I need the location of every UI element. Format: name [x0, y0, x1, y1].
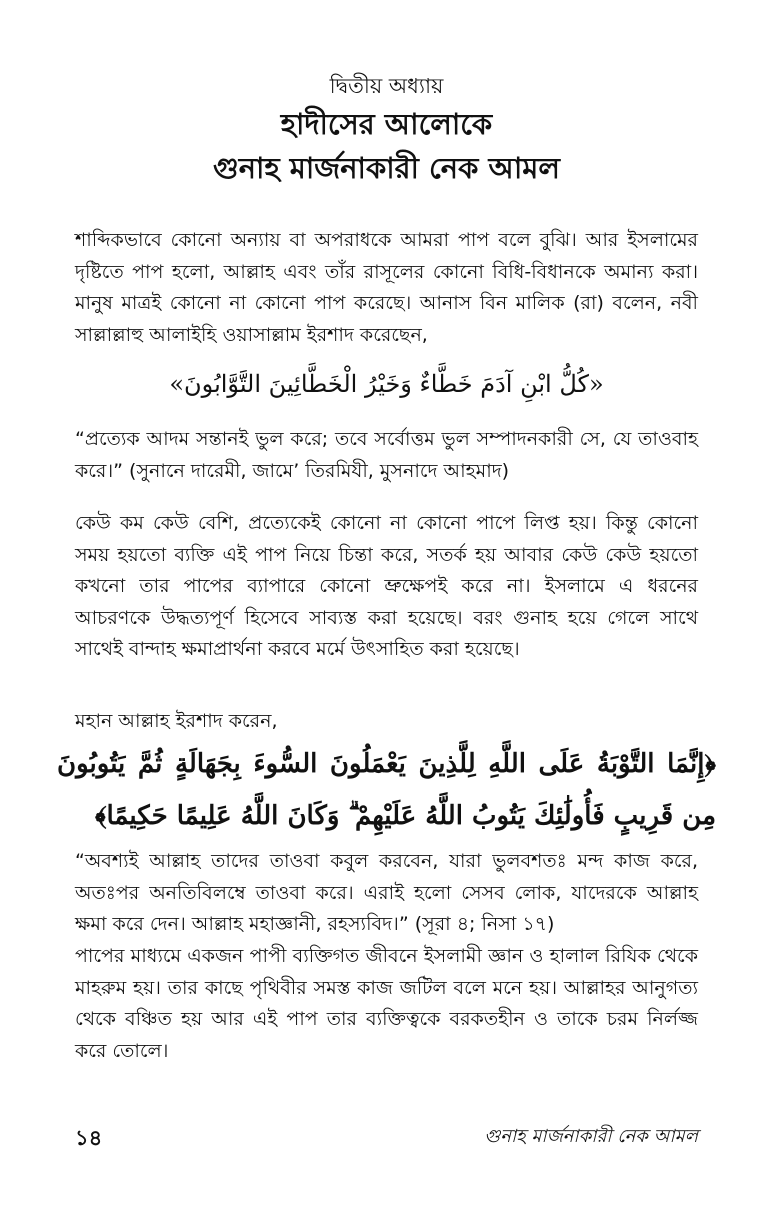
chapter-label: দ্বিতীয় অধ্যায়	[329, 74, 444, 98]
document-page	[57, 70, 716, 1062]
page-footer	[75, 1122, 698, 1152]
chapter-title-line-2: গুনাহ মার্জনাকারী নেক আমল	[213, 151, 560, 185]
arabic-quran-verse: ﴿إِنَّمَا التَّوْبَةُ عَلَى اللَّهِ لِلَّذِينَ يَعْمَلُونَ السُّوءَ بِجَهَالَةٍ ثُمَّ يَتُوبُونَ مِن قَرِيبٍ فَأُولَٰئِكَ يَتُوبُ اللَّهُ عَلَيْهِمْ ۗ وَكَانَ اللَّهُ عَلِيمًا حَكِيمًا﴾	[57, 749, 716, 831]
intro-paragraph: শাব্দিকভাবে কোনো অন্যায় বা অপরাধকে আমরা পাপ বলে বুঝি। আর ইসলামের দৃষ্টিতে পাপ হলো, আল্লাহ এবং তাঁর রাসূলের কোনো বিধি-বিধানকে অমান্য করা। মানুষ মাত্রই কোনো না কোনো পাপ করেছে। আনাস বিন মালিক (রা) বলেন, নবী সাল্লাল্লাহু আলাইহি ওয়াসাল্লাম ইরশাদ করেছেন,	[75, 229, 698, 346]
body-paragraph-2: কেউ কম কেউ বেশি, প্রত্যেকেই কোনো না কোনো পাপে লিপ্ত হয়। কিন্তু কোনো সময় হয়তো ব্যক্তি এই পাপ নিয়ে চিন্তা করে, সতর্ক হয় আবার কেউ কেউ হয়তো কখনো তার পাপের ব্যাপারে কোনো ভ্রুক্ষেপই করে না। ইসলামে এ ধরনের আচরণকে উদ্ধত্যপূর্ণ হিসেবে সাব্যস্ত করা হয়েছে। বরং গুনাহ হয়ে গেলে সাথে সাথেই বান্দাহ ক্ষমাপ্রার্থনা করবে মর্মে উৎসাহিত করা হয়েছে।	[75, 512, 698, 660]
verse-intro: মহান আল্লাহ ইরশাদ করেন,	[75, 710, 278, 732]
arabic-hadith: «كُلُّ ابْنِ آدَمَ خَطَّاءٌ وَخَيْرُ الْخَطَّائِينَ التَّوَّابُونَ»	[169, 370, 604, 398]
body-paragraph-4: পাপের মাধ্যমে একজন পাপী ব্যক্তিগত জীবনে ইসলামী জ্ঞান ও হালাল রিযিক থেকে মাহরুম হয়। তার কাছে পৃথিবীর সমস্ত কাজ জটিল বলে মনে হয়। আল্লাহর আনুগত্য থেকে বঞ্চিত হয় আর এই পাপ তার ব্যক্তিত্বকে বরকতহীন ও তাকে চরম নির্লজ্জ করে তোলে।	[75, 945, 698, 1062]
chapter-title-line-1: হাদীসের আলোকে	[280, 107, 493, 141]
hadith-translation: “প্রত্যেক আদম সন্তানই ভুল করে; তবে সর্বোত্তম ভুল সম্পাদনকারী সে, যে তাওবাহ করে।” (সুনানে দারেমী, জামে’ তিরমিযী, মুসনাদে আহমাদ)	[75, 428, 698, 482]
page-number: ১৪	[75, 1126, 103, 1150]
running-title: গুনাহ মার্জনাকারী নেক আমল	[484, 1126, 698, 1147]
chapter-header	[75, 70, 698, 190]
verse-translation: “অবশ্যই আল্লাহ তাদের তাওবা কবুল করবেন, যারা ভুলবশতঃ মন্দ কাজ করে, অতঃপর অনতিবিলম্বে তাওবা করে। এরাই হলো সেসব লোক, যাদেরকে আল্লাহ ক্ষমা করে দেন। আল্লাহ মহাজ্ঞানী, রহস্যবিদ।” (সূরা ৪; নিসা ১৭)	[75, 850, 698, 935]
